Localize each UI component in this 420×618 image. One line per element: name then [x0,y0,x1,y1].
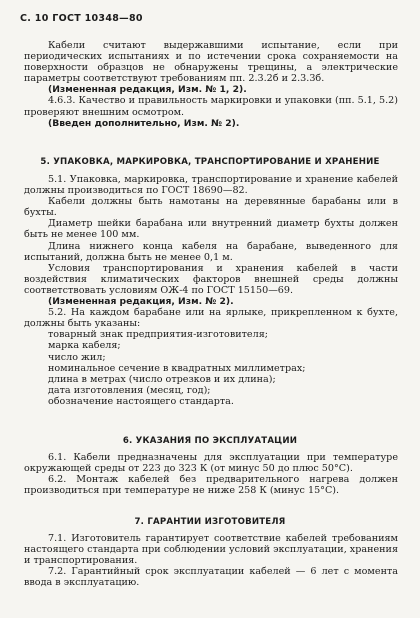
revision-note: (Измененная редакция, Изм. № 1, 2). [48,84,247,96]
paragraph: 6.1. Кабели предназначены для эксплуатации при температуре окружающей среды от 223 до 323 К (от минус 50 до плюс 50°С). [24,452,398,475]
paragraph: Диаметр шейки барабана или внутренний диаметр бухты должен быть не менее 100 мм. [24,218,398,241]
section-heading: 6. УКАЗАНИЯ ПО ЭКСПЛУАТАЦИИ [122,436,298,446]
revision-note: (Введен дополнительно, Изм. № 2). [48,117,240,129]
section-7-body [24,533,398,588]
paragraph: Длина нижнего конца кабеля на барабане, выведенного для испытаний, должна быть не менее 0,1 м. [24,240,398,263]
paragraph: 6.2. Монтаж кабелей без предварительного нагрева должен производиться при температуре не ниже 258 К (минус 15°С). [24,474,398,497]
paragraph: 4.6.3. Качество и правильность маркировки и упаковки (пп. 5.1, 5.2) проверяют внешним осмотром. [24,95,398,118]
page-header: С. 10 ГОСТ 10348—80 [20,13,143,24]
paragraph: 7.2. Гарантийный срок эксплуатации кабелей — 6 лет с момента ввода в эксплуатацию. [24,566,398,589]
list-item: обозначение настоящего стандарта. [48,395,234,407]
revision-note: (Измененная редакция, Изм. № 2). [48,296,234,308]
paragraph: Кабели считают выдержавшими испытание, если при периодических испытаниях и по истечении срока сохраняемости на поверхности образцов не обнаружены трещины, а электрические параметры соответствуют требованиям пп. 2.3.2б и 2.3.3б. [24,40,398,85]
list-item: номинальное сечение в квадратных миллиметрах; [48,362,306,374]
paragraph: 5.1. Упаковка, маркировка, транспортирование и хранение кабелей должны производиться по ГОСТ 18690—82. [24,174,398,197]
paragraph: Условия транспортирования и хранения кабелей в части воздействия климатических факторов внешней среды должны соответствовать условиям ОЖ-4 по ГОСТ 15150—69. [24,262,398,296]
list-item: товарный знак предприятия-изготовителя; [48,329,268,341]
list-item: дата изготовления (месяц, год); [48,384,211,396]
list-item: длина в метрах (число отрезков и их длина); [48,373,276,385]
intro-block [24,40,398,129]
section-heading: 7. ГАРАНТИИ ИЗГОТОВИТЕЛЯ [134,517,286,527]
section-6-body [24,452,398,496]
paragraph: Кабели должны быть намотаны на деревянные барабаны или в бухты. [24,196,398,219]
paragraph: 7.1. Изготовитель гарантирует соответствие кабелей требованиям настоящего стандарта при соблюдении условий эксплуатации, хранения и транспортирования. [24,533,398,567]
list-item: марка кабеля; [48,340,121,352]
section-heading: 5. УПАКОВКА, МАРКИРОВКА, ТРАНСПОРТИРОВАНИЕ И ХРАНЕНИЕ [40,157,380,167]
section-5-body [24,174,398,407]
list-item: число жил; [48,351,106,363]
paragraph: 5.2. На каждом барабане или на ярлыке, прикрепленном к бухте, должны быть указаны: [24,307,398,330]
